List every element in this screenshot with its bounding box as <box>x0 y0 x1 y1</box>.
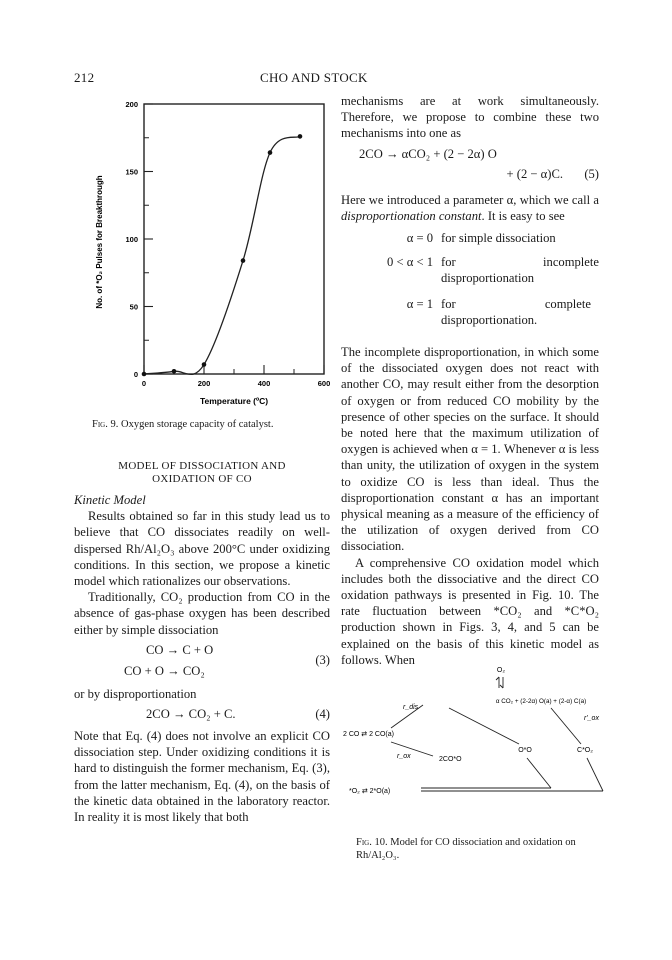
left-column <box>74 460 330 825</box>
equation-5-line-2: + (2 − α)C. <box>506 166 563 181</box>
right-column <box>341 93 599 668</box>
o-o-label: O*O <box>518 747 532 754</box>
bottom-species-label: *O₂ ⇄ 2*O(a) <box>349 788 391 795</box>
y-tick-label: 50 <box>129 302 138 312</box>
x-axis-label: Temperature (ºC) <box>199 396 269 406</box>
plot-frame <box>144 104 324 374</box>
equation-4 <box>74 706 330 728</box>
data-point <box>142 372 147 377</box>
equation-5-line-1: 2CO → αCO₂ + (2 − 2α) O <box>359 146 497 161</box>
case-3-rhs: for complete disproportionation. <box>441 297 591 328</box>
top-products-label: α CO₂ + (2-2α) O(a) + (2-α) C(a) <box>495 698 587 705</box>
para2-a: Here we introduced a parameter α, which we call a <box>341 192 599 207</box>
case-2 <box>341 254 599 296</box>
right-paragraph-4: A comprehensive CO oxidation model which includes both the dissociative and the direct CO oxidation pathways is presented in Fig. 10. The rate fluctuation between *CO₂ and *C*O₂ production shown in Figs. 3, 4, and 5 can be explained on the basis of this kinetic model as follows. When <box>341 555 599 667</box>
left-species-label: 2 CO ⇄ 2 CO(a) <box>343 731 394 738</box>
figure-9-caption <box>92 419 273 430</box>
case-2-rhs: for incomplete disproportionation <box>441 255 599 286</box>
or-by-line: or by disproportionation <box>74 686 197 701</box>
equation-3-line-2: CO + O → CO₂ <box>124 663 205 678</box>
mid-species-label: 2CO*O <box>439 756 462 763</box>
section-title-line-1: MODEL OF DISSOCIATION AND <box>118 460 286 472</box>
y-tick-label: 100 <box>125 235 138 244</box>
data-point <box>241 258 246 263</box>
r-ox-label: r_ox <box>397 753 411 760</box>
x-tick-label: 600 <box>317 379 331 388</box>
para2-emphasis: disproportionation constant <box>341 208 482 223</box>
equilibrium-arrows-icon <box>496 677 503 688</box>
equation-4-number: (4) <box>315 707 330 722</box>
figure-10-caption <box>356 836 606 862</box>
figure-10-diagram <box>341 660 611 830</box>
case-3 <box>341 296 599 340</box>
equation-5-number: (5) <box>584 166 599 181</box>
case-1-lhs: α = 0 <box>406 231 433 246</box>
running-title: CHO AND STOCK <box>260 70 368 85</box>
case-1-rhs: for simple dissociation <box>441 231 556 246</box>
case-2-lhs: 0 < α < 1 <box>387 255 433 270</box>
reaction-arrows <box>391 705 603 791</box>
equation-3 <box>74 642 330 680</box>
right-paragraph-2 <box>341 192 599 224</box>
para2-b: . It is easy to see <box>481 208 565 223</box>
x-tick-label: 200 <box>197 379 211 388</box>
page-number: 212 <box>74 70 95 85</box>
x-tick-label: 0 <box>141 379 147 388</box>
figure-9-chart <box>74 92 344 412</box>
equation-3-line-1: CO → C + O <box>146 642 214 657</box>
c-o2-label: C*O₂ <box>577 747 593 754</box>
equation-4-body: 2CO → CO₂ + C. <box>146 707 236 722</box>
caption-text: Oxygen storage capacity of catalyst. <box>120 419 274 430</box>
x-tick-label: 400 <box>257 379 271 388</box>
o2-top-label: O₂ <box>496 667 506 674</box>
right-paragraph-3: The incomplete disproportionation, in which some of the dissociated oxygen does not react with another CO, may result either from the desorption of oxygen or from reduced CO mobility by the presence of other species on the surface. It should be noted here that the maximum utilization of oxygen is achieved when α = 1. Whenever α is less than unity, the utilization of oxygen in the system to oxidize CO is less than ideal. Thus the disproportionation constant α has an important physical meaning as a measure of the efficiency of the utilization of oxygen derived from CO dissociation. <box>341 345 599 554</box>
equation-5 <box>341 146 599 186</box>
equation-3-number: (3) <box>315 652 330 667</box>
y-tick-label: 200 <box>125 100 138 109</box>
section-title-line-2: OXIDATION OF CO <box>152 473 252 485</box>
data-point <box>268 150 273 155</box>
y-tick-label: 150 <box>125 167 138 177</box>
case-1 <box>341 230 599 254</box>
right-paragraph-1: mechanisms are at work simultaneously. Therefore, we propose to combine these two mechanisms into one as <box>341 94 599 141</box>
data-point <box>202 362 207 367</box>
caption-text: Model for CO dissociation and oxidation on Rh/Al₂O₃. <box>356 837 576 861</box>
data-point <box>298 134 303 139</box>
left-paragraph-2: Traditionally, CO₂ production from CO in the absence of gas-phase oxygen has been described either by simple dissociation <box>74 590 330 637</box>
data-curve <box>144 136 300 374</box>
left-paragraph-1: Results obtained so far in this study lead us to believe that CO dissociates readily on well-dispersed Rh/Al₂O₃ above 200°C under oxidizing conditions. In this section, we propose a kinetic model which rationalizes our observations. <box>74 509 330 589</box>
r-dis-label: r_dis <box>403 704 419 711</box>
subsection-title: Kinetic Model <box>74 493 146 507</box>
caption-label: Fig. 9. <box>92 419 119 430</box>
case-3-lhs: α = 1 <box>406 297 433 312</box>
y-tick-label: 0 <box>133 370 138 379</box>
y-axis-label: No. of *O₂ Pulses for Breakthrough <box>95 175 104 309</box>
caption-label: Fig. 10. <box>356 837 388 848</box>
left-paragraph-3: Note that Eq. (4) does not involve an explicit CO dissociation step. Under oxidizing conditions it is hard to distinguish the former mechanism, Eq. (3), from the latter mechanism, Eq. (4), on the basis of the kinetic data obtained in the laboratory reactor. In reality it is most likely that both <box>74 729 330 825</box>
data-point <box>172 369 177 374</box>
r-ox-prime-label: r'_ox <box>584 715 599 722</box>
